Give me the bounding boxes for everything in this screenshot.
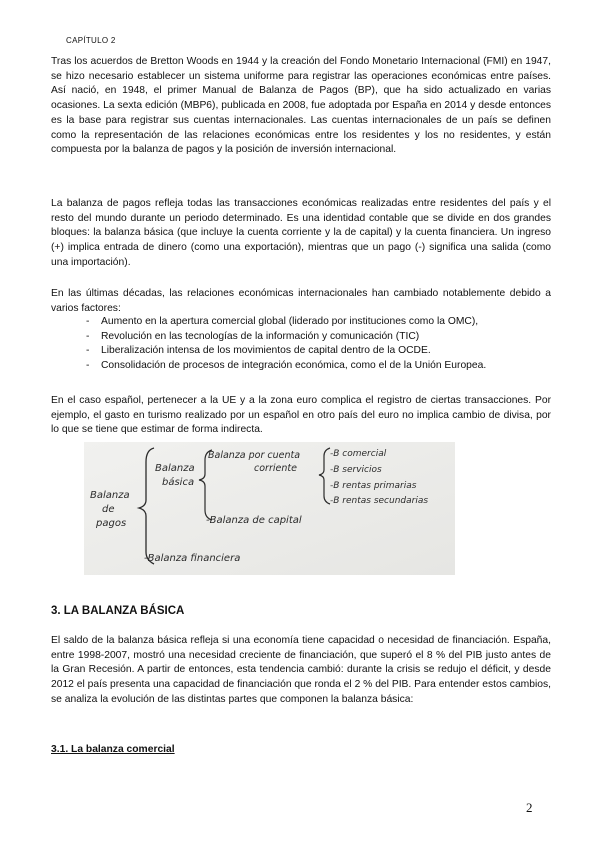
diagram-root-label: Balanza de pagos: [90, 490, 130, 529]
diagram-capital-label: -Balanza de capital: [206, 515, 302, 526]
diagram-item-comercial: -B comercial: [330, 449, 387, 459]
diagram-basica-label: Balanza básica: [155, 463, 195, 488]
handwritten-diagram: [84, 442, 455, 575]
diagram-financiera-label: -Balanza financiera: [144, 553, 241, 564]
factors-list: [86, 315, 556, 374]
paragraph-balanza-pagos: La balanza de pagos refleja todas las transacciones económicas realizadas entre residentes del país y el resto del mundo durante un periodo determinado. Es una identidad contable que se divide en dos grandes bloques: la balanza básica (que incluye la cuenta corriente y la de capital) y la cuenta financiera. Un ingreso (+) implica entrada de dinero (como una exportación), mientras que un pago (-) significa una salida (como una importación).: [51, 198, 551, 268]
page-number: 2: [526, 800, 533, 815]
diagram-svg: [84, 442, 455, 575]
diagram-item-rentas-secundarias: -B rentas secundarias: [330, 496, 429, 506]
list-item: - Aumento en la apertura comercial global (liderado por instituciones como la OMC),: [86, 315, 556, 330]
list-item: - Liberalización intensa de los movimientos de capital dentro de la OCDE.: [86, 344, 556, 359]
paragraph-ultimas-decadas: En las últimas décadas, las relaciones económicas internacionales han cambiado notablemente debido a varios factores:: [51, 288, 551, 314]
paragraph-caso-espanol: En el caso español, pertenecer a la UE y a la zona euro complica el registro de ciertas transacciones. Por ejemplo, el gasto en turismo realizado por un español en otro país del euro no implica cambio de divisa, por lo que se tiene que estimar de forma indirecta.: [51, 395, 551, 436]
paragraph-balanza-basica: El saldo de la balanza básica refleja si una economía tiene capacidad o necesidad de financiación. España, entre 1998-2007, mostró una necesidad creciente de financiación, que superó el 8 % del PIB justo antes de la Gran Recesión. A partir de entonces, esta tendencia cambió: durante la crisis se redujo el déficit, y desde 2012 el país presenta una capacidad de financiación que ronda el 2 % del PIB. Para entender estos cambios, se analiza la evolución de las distintas partes que componen la balanza básica:: [51, 635, 551, 705]
chapter-header: CAPÍTULO 2: [66, 36, 116, 45]
paragraph-intro: Tras los acuerdos de Bretton Woods en 1944 y la creación del Fondo Monetario Internacional (FMI) en 1947, se hizo necesario establecer un sistema uniforme para registrar las operaciones económicas entre países. Así nació, en 1948, el primer Manual de Balanza de Pagos (BP), que ha sido actualizado en varias ocasiones. La sexta edición (MBP6), publicada en 2008, fue adoptada por España en 2014 y desde entonces es la base para registrar sus cuentas internacionales. Las cuentas internacionales de un país se definen como la representación de las relaciones económicas entre los residentes y los no residentes, y están compuesta por la balanza de pagos y la posición de inversión internacional.: [51, 56, 551, 156]
subsection-title: 3.1. La balanza comercial: [51, 744, 175, 755]
list-item: - Revolución en las tecnologías de la información y comunicación (TIC): [86, 330, 556, 345]
section-title: 3. LA BALANZA BÁSICA: [51, 605, 185, 617]
list-item: - Consolidación de procesos de integración económica, como el de la Unión Europea.: [86, 359, 556, 374]
diagram-item-servicios: -B servicios: [330, 465, 382, 475]
diagram-corriente-label: Balanza por cuenta corriente: [208, 450, 301, 474]
diagram-item-rentas-primarias: -B rentas primarias: [330, 481, 417, 491]
